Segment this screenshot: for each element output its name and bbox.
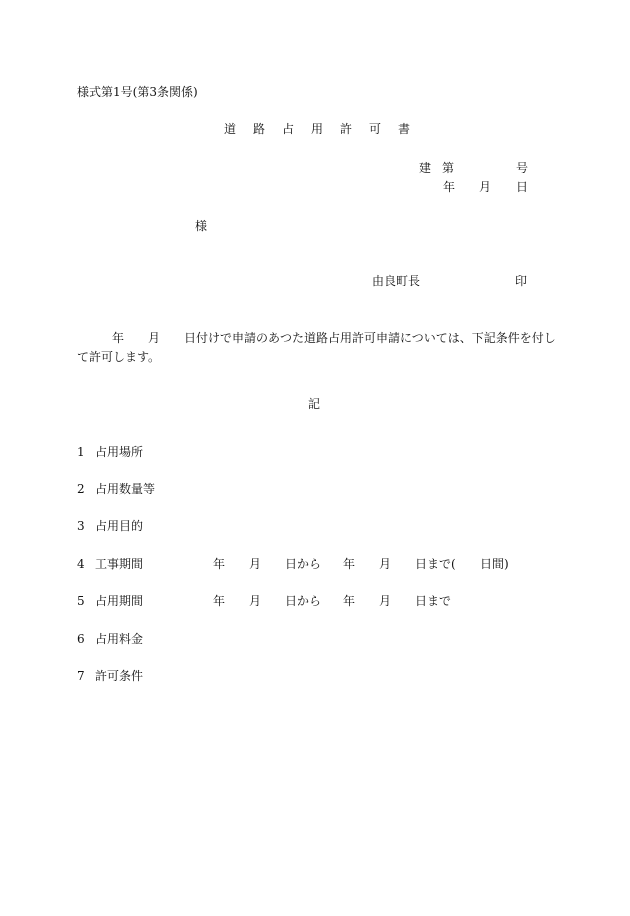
period-end-year: 年 [343,557,356,571]
title-char: 道 [224,122,237,136]
period-end-month: 月 [379,594,392,608]
title-char: 路 [253,122,266,136]
body-line-2: て許可します。 [77,350,161,364]
title-char: 書 [398,122,411,136]
item-label: 占用期間 [95,594,144,608]
item-label: 占用料金 [95,632,144,646]
period-start-day: 日から [285,557,322,571]
period-start-day: 日から [285,594,322,608]
item-number: 6 [77,632,85,646]
item-label: 占用場所 [95,445,144,459]
document-title [224,122,410,136]
seal-mark: 印 [515,274,528,288]
title-char: 用 [311,122,324,136]
item-number: 3 [77,519,85,533]
form-number-label: 様式第1号(第3条関係) [77,85,198,99]
body-line-1: 日付けで申請のあつた道路占用許可申請については、下記条件を付し [184,331,556,345]
ref-ken: 建 [419,161,432,175]
item-number: 5 [77,594,85,608]
ki-heading: 記 [308,397,321,411]
issuer-name: 由良町長 [372,274,421,288]
body-month: 月 [148,331,161,345]
period-start-month: 月 [249,557,262,571]
period-start-year: 年 [213,557,226,571]
ref-dai: 第 [442,161,455,175]
body-year: 年 [112,331,125,345]
item-number: 1 [77,445,85,459]
recipient-suffix: 様 [195,219,208,233]
period-start-month: 月 [249,594,262,608]
item-label: 占用目的 [95,519,144,533]
item-label: 許可条件 [95,669,144,683]
date-day: 日 [516,180,529,194]
item-number: 2 [77,482,85,496]
item-number: 4 [77,557,85,571]
period-start-year: 年 [213,594,226,608]
title-char: 許 [340,122,353,136]
ref-go: 号 [516,161,529,175]
period-end-year: 年 [343,594,356,608]
item-number: 7 [77,669,85,683]
period-end-month: 月 [379,557,392,571]
item-label: 工事期間 [95,557,144,571]
date-month: 月 [479,180,492,194]
title-char: 可 [369,122,382,136]
item-label: 占用数量等 [95,482,156,496]
title-char: 占 [282,122,295,136]
date-year: 年 [443,180,456,194]
period-end-day: 日まで [415,594,452,608]
period-end-day: 日まで( [415,557,456,571]
period-days: 日間) [480,557,509,571]
